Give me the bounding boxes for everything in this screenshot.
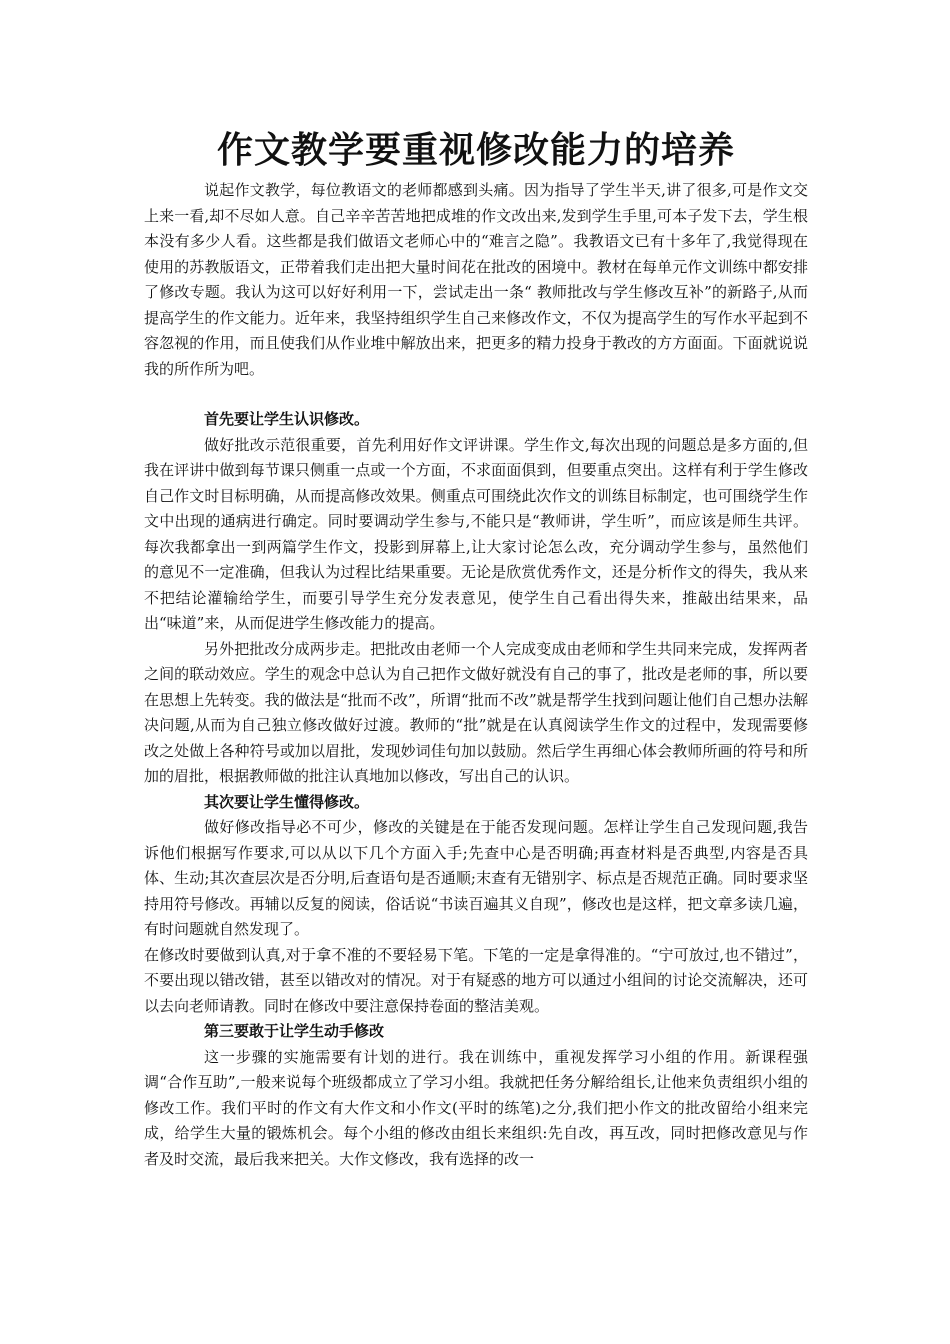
section2-heading: 其次要让学生懂得修改。 (204, 792, 370, 811)
intro-paragraph: 说起作文教学，每位教语文的老师都感到头痛。因为指导了学生半天,讲了很多,可是作文交上来一看,却不尽如人意。自己辛辛苦苦地把成堆的作文改出来,发到学生手里,可本子发下去，学生根本没有多少人看。这些都是我们做语文老师心中的“难言之隐”。我教语文已有十多年了,我觉得现在使用的苏教版语文，正带着我们走出把大量时间花在批改的困境中。教材在每单元作文训练中都安排了修改专题。我认为这可以好好利用一下，尝试走出一条“ 教师批改与学生修改互补”的新路子,从而提高学生的作文能力。近年来，我坚持组织学生自己来修改作文，不仅为提高学生的写作水平起到不容忽视的作用，而且使我们从作业堆中解放出来，把更多的精力投身于教改的方方面面。下面就说说我的所作所为吧。 (144, 181, 808, 378)
paragraph-gap (144, 382, 808, 407)
document-title: 作文教学要重视修改能力的培养 (216, 129, 735, 171)
section3-heading: 第三要敢于让学生动手修改 (204, 1022, 385, 1040)
section1-paragraph-1: 做好批改示范很重要，首先利用好作文评讲课。学生作文,每次出现的问题总是多方面的,但我在评讲中做到每节课只侧重一点或一个方面，不求面面俱到，但要重点突出。这样有利于学生修改自己作文时目标明确，从而提高修改效果。侧重点可围绕此次作文的训练目标制定，也可围绕学生作文中出现的通病进行确定。同时要调动学生参与,不能只是“教师讲，学生听”，而应该是师生共评。每次我都拿出一到两篇学生作文，投影到屏幕上,让大家讨论怎么改，充分调动学生参与，虽然他们的意见不一定准确，但我认为过程比结果重要。无论是欣赏优秀作文，还是分析作文的得失，我从来不把结论灌输给学生，而要引导学生充分发表意见，使学生自己看出得失来，推敲出结果来，品出“味道”来，从而促进学生修改能力的提高。 (144, 435, 808, 632)
document-page (144, 122, 808, 1172)
section1-paragraph-2: 另外把批改分成两步走。把批改由老师一个人完成变成由老师和学生共同来完成，发挥两者之间的联动效应。学生的观念中总认为自己把作文做好就没有自己的事了，批改是老师的事，所以要在思想上先转变。我的做法是“批而不改”，所谓“批而不改”就是帮学生找到问题让他们自己想办法解决问题,从而为自己独立修改做好过渡。教师的“批”就是在认真阅读学生作文的过程中，发现需要修改之处做上各种符号或加以眉批，发现妙词佳句加以鼓励。然后学生再细心体会教师所画的符号和所加的眉批，根据教师做的批注认真地加以修改，写出自己的认识。 (144, 639, 808, 785)
section3-paragraph-1: 这一步骤的实施需要有计划的进行。我在训练中，重视发挥学习小组的作用。新课程强调“合作互助”,一般来说每个班级都成立了学习小组。我就把任务分解给组长,让他来负责组织小组的修改工作。我们平时的作文有大作文和小作文(平时的练笔)之分,我们把小作文的批改留给小组来完成，给学生大量的锻炼机会。每个小组的修改由组长来组织:先自改，再互改，同时把修改意见与作者及时交流，最后我来把关。大作文修改，我有选择的改一 (144, 1047, 808, 1168)
section1-heading: 首先要让学生认识修改。 (204, 410, 370, 428)
section2-paragraph-2: 在修改时要做到认真,对于拿不准的不要轻易下笔。下笔的一定是拿得准的。“宁可放过,也不错过”，不要出现以错改错，甚至以错改对的情况。对于有疑惑的地方可以通过小组间的讨论交流解决，还可以去向老师请教。同时在修改中要注意保持卷面的整洁美观。 (144, 945, 808, 1015)
section2-paragraph-1: 做好修改指导必不可少，修改的关键是在于能否发现问题。怎样让学生自己发现问题,我告诉他们根据写作要求,可以从以下几个方面入手;先查中心是否明确;再查材料是否典型,内容是否具体、生动;其次查层次是否分明,后查语句是否通顺;末查有无错别字、标点是否规范正确。同时要求坚持用符号修改。再辅以反复的阅读，俗话说“书读百遍其义自现”，修改也是这样，把文章多读几遍，有时问题就自然发现了。 (144, 818, 808, 938)
